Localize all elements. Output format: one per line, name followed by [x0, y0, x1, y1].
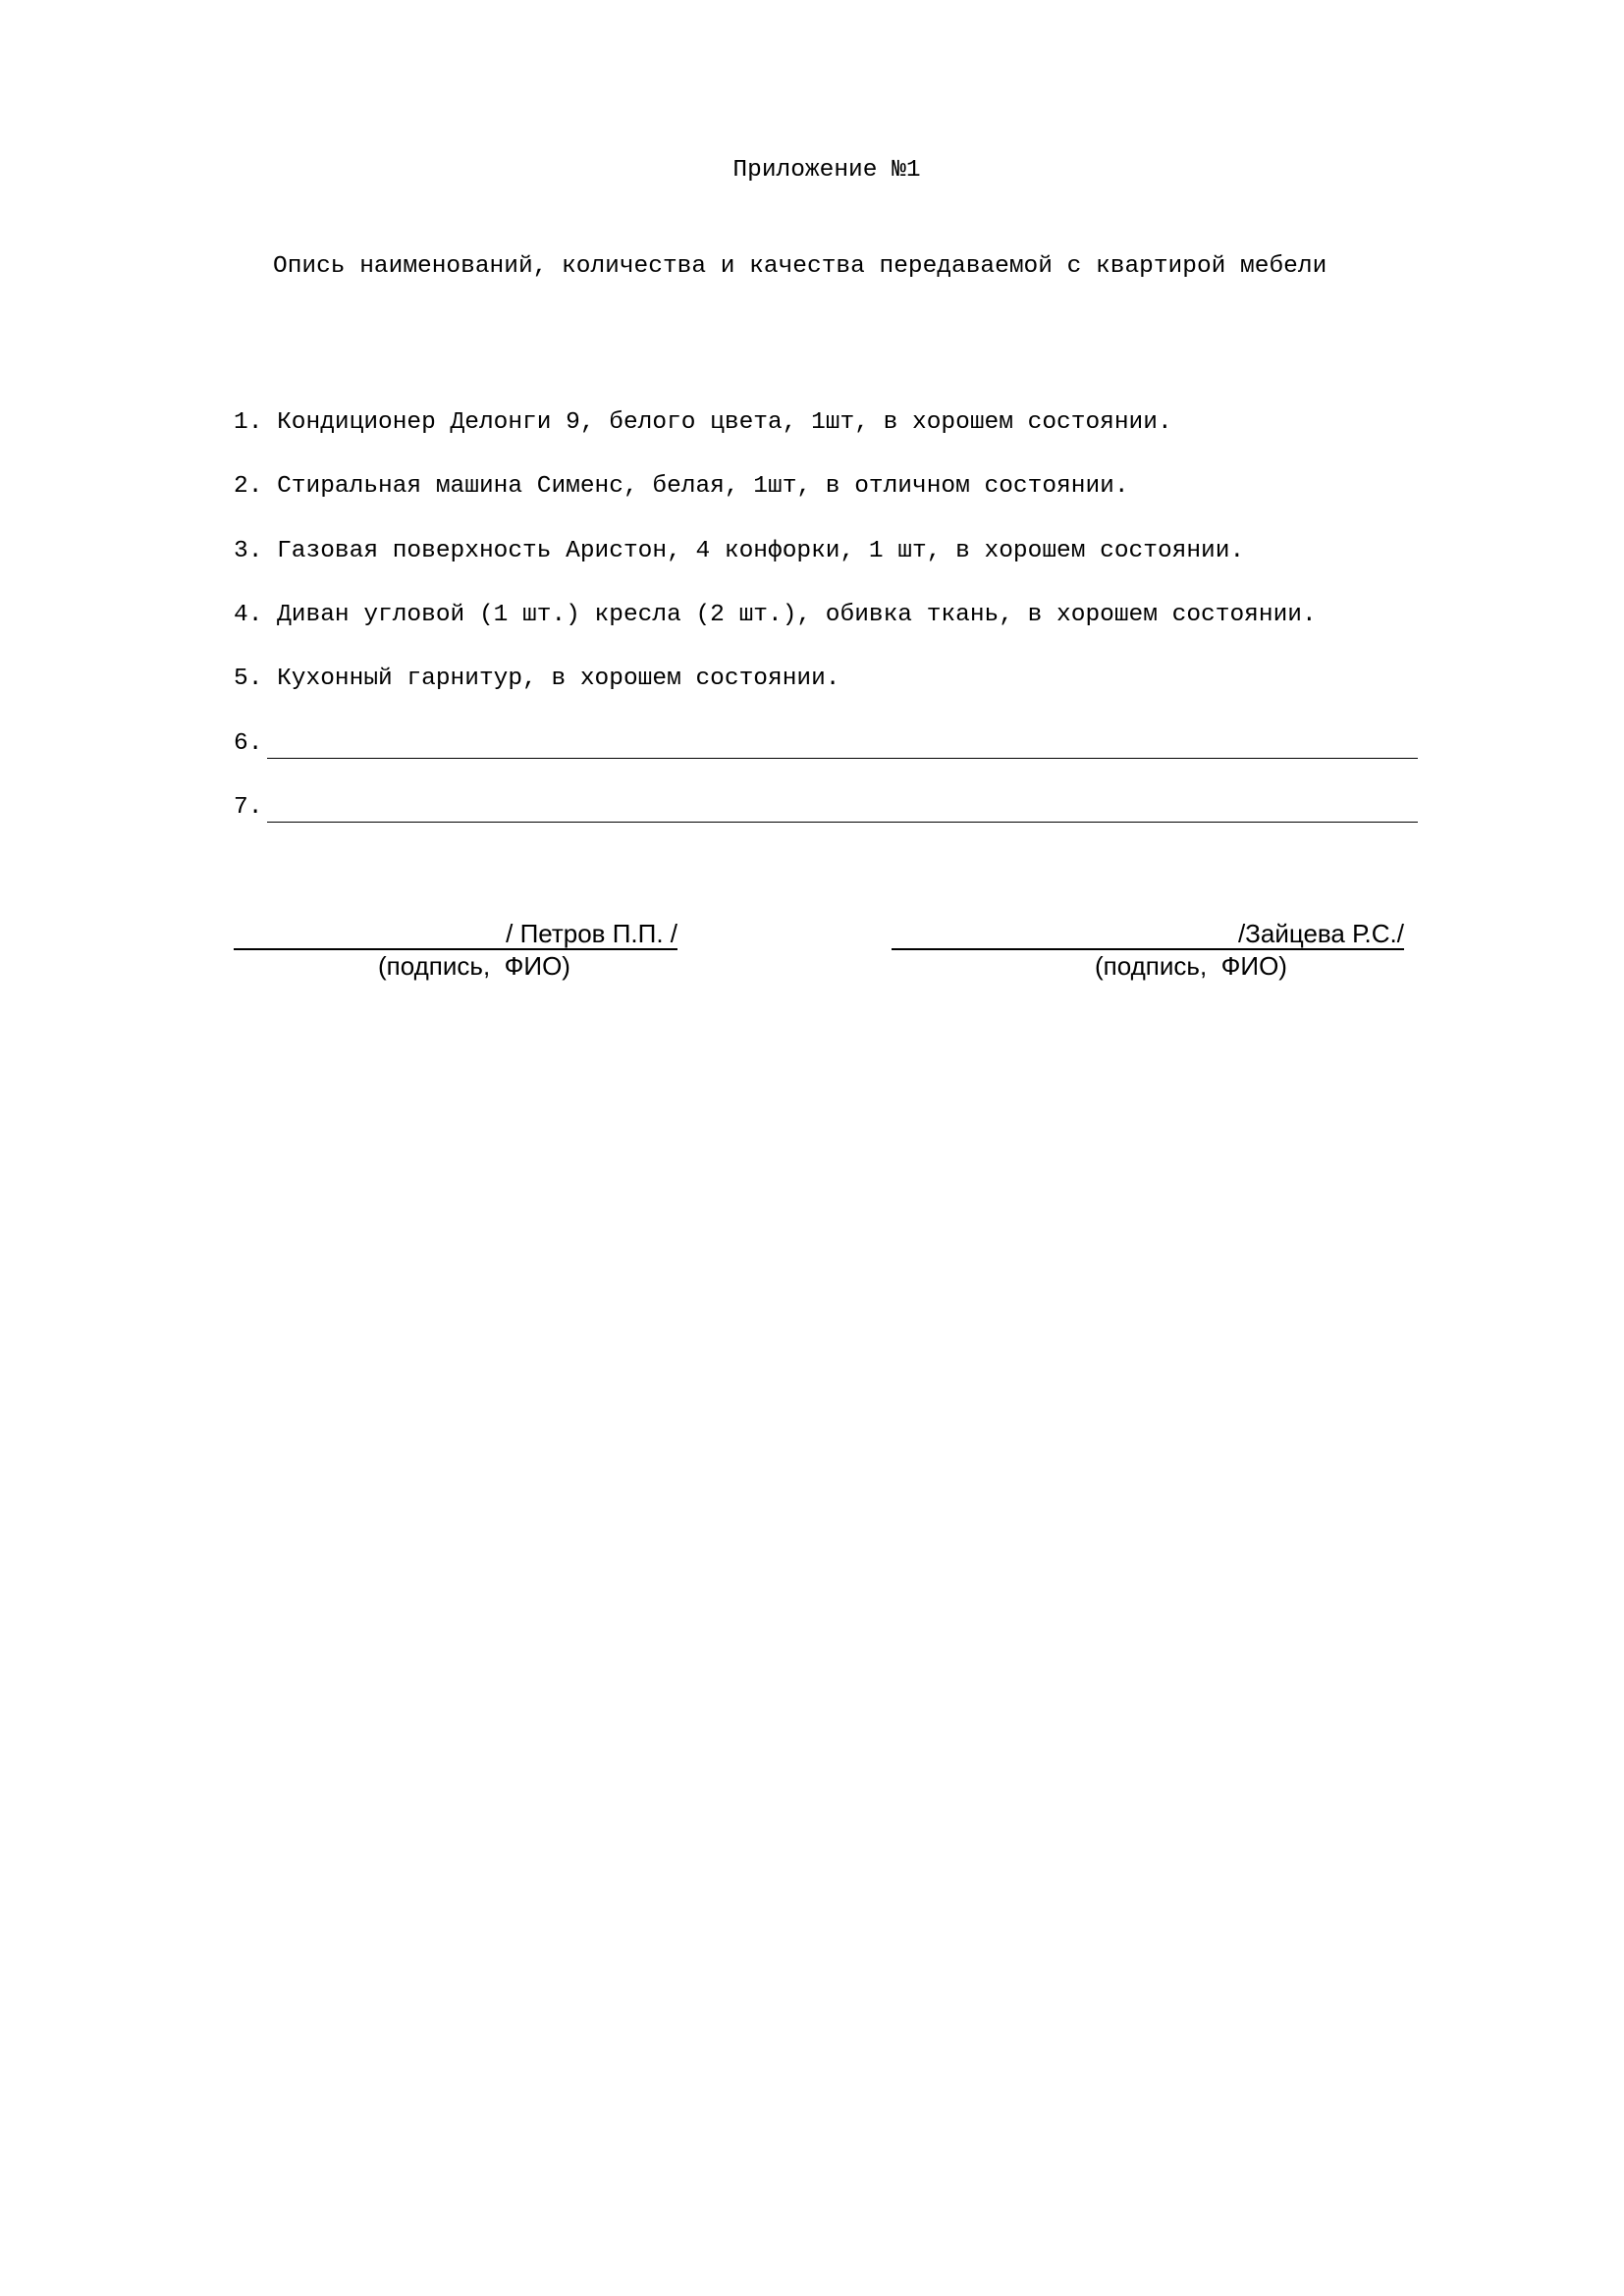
list-item: 1. Кондиционер Делонги 9, белого цвета, 1шт, в хорошем состоянии.: [234, 409, 1172, 436]
blank-item-number: 6.: [234, 730, 263, 757]
blank-item-line: [267, 758, 1418, 759]
document-subtitle: Опись наименований, количества и качества передаваемой с квартирой мебели: [273, 253, 1327, 280]
blank-item-number: 7.: [234, 794, 263, 821]
list-item: 3. Газовая поверхность Аристон, 4 конфорки, 1 шт, в хорошем состоянии.: [234, 538, 1245, 564]
list-item: 2. Стиральная машина Сименс, белая, 1шт, в отличном состоянии.: [234, 473, 1129, 500]
signature-line-right: [892, 948, 1404, 950]
signature-name-left: / Петров П.П. /: [506, 919, 677, 948]
signature-caption-right: (подпись, ФИО): [1095, 951, 1287, 981]
document-title: Приложение №1: [732, 157, 921, 184]
signature-name-right: /Зайцева Р.С./: [1237, 919, 1404, 948]
list-item: 4. Диван угловой (1 шт.) кресла (2 шт.), обивка ткань, в хорошем состоянии.: [234, 602, 1317, 628]
signature-line-left: [234, 948, 677, 950]
list-item: 5. Кухонный гарнитур, в хорошем состоянии.: [234, 666, 840, 692]
blank-item-line: [267, 822, 1418, 823]
signature-caption-left: (подпись, ФИО): [378, 951, 570, 981]
